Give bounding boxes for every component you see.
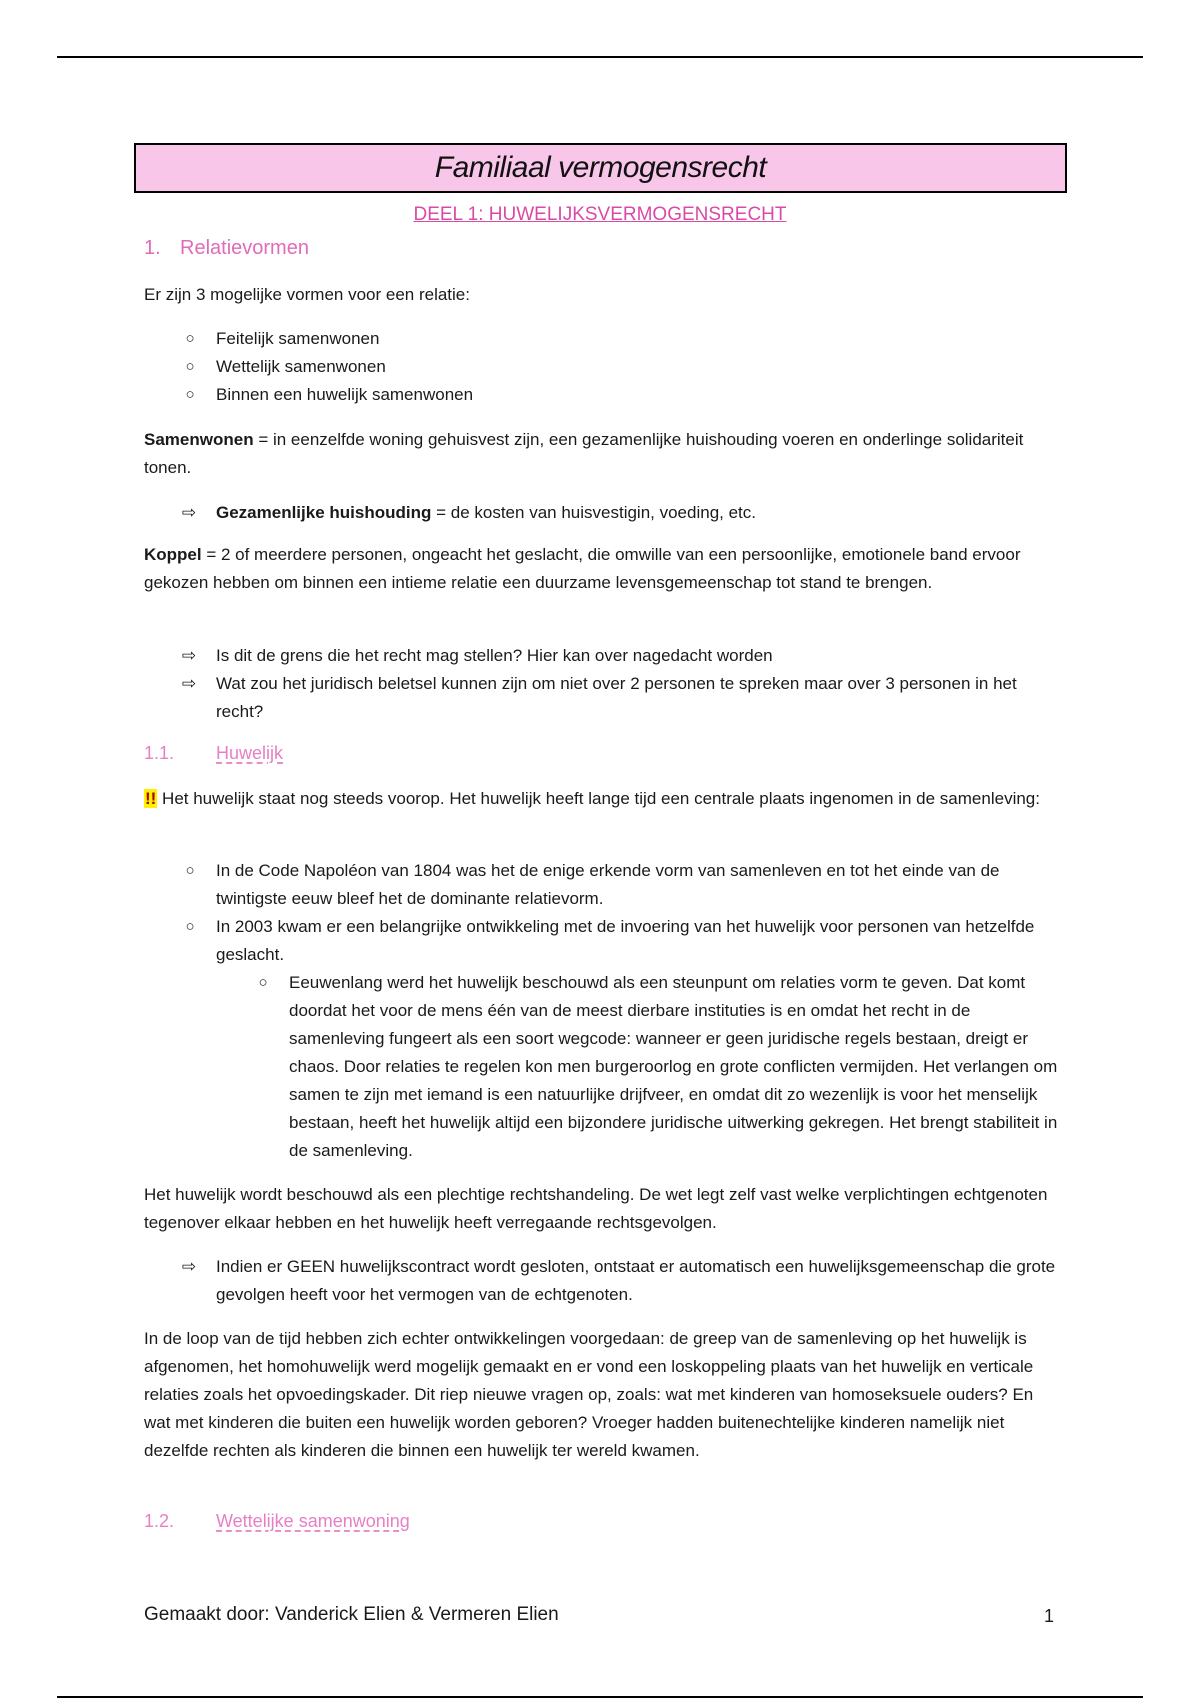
koppel-definition: Koppel = 2 of meerdere personen, ongeacht het geslacht, die omwille van een persoonlijke, emotionele band ervoor gekozen hebben om binnen een intieme relatie een duurzame levensgemeenschap tot stand te brengen.	[144, 545, 1021, 592]
circle-bullet-icon: ○	[185, 386, 195, 403]
part-title: DEEL 1: HUWELIJKSVERMOGENSRECHT	[413, 204, 787, 225]
huwelijk-intro: !! Het huwelijk staat nog steeds voorop. Het huwelijk heeft lange tijd een centrale plaats ingenomen in de samenleving:	[145, 789, 1040, 808]
ontwikkelingen-paragraph: In de loop van de tijd hebben zich echter ontwikkelingen voorgedaan: de greep van de samenleving op het huwelijk is afgenomen, het homohuwelijk werd mogelijk gemaakt en er vond een loskoppeling plaats van het huwelijk en verticale relaties zoals het opvoedingskader. Dit riep nieuwe vragen op, zoals: wat met kinderen van homoseksuele ouders? En wat met kinderen die buiten een huwelijk worden geboren? Vroeger hadden buitenechtelijke kinderen namelijk niet dezelfde rechten als kinderen die binnen een huwelijk ter wereld kwamen.	[144, 1329, 1034, 1460]
contract-list	[144, 1253, 1064, 1309]
list-item: ○ In 2003 kwam er een belangrijke ontwikkeling met de invoering van het huwelijk voor personen van hetzelfde geslacht.	[144, 913, 1064, 969]
koppel-term: Koppel	[144, 545, 202, 564]
list-item: ⇨ Gezamenlijke huishouding = de kosten van huisvestigin, voeding, etc.	[144, 499, 1064, 527]
arrow-bullet-icon: ⇨	[181, 503, 197, 522]
relation-forms-list	[144, 325, 1064, 409]
circle-bullet-icon: ○	[258, 974, 268, 991]
list-item: ○ Binnen een huwelijk samenwonen	[144, 381, 1064, 409]
samenwonen-term: Samenwonen	[144, 430, 254, 449]
list-item: ○ Eeuwenlang werd het huwelijk beschouwd als een steunpunt om relaties vorm te geven. Dat komt doordat het voor de mens één van de meest dierbare instituties is en omdat het recht in de samenleving fungeert als een soort wegcode: wanneer er geen juridische regels bestaan, dreigt er chaos. Door relaties te regelen kon men burgeroorlog en grote conflicten vermijden. Het verlangen om samen te zijn met iemand is een natuurlijke drijfveer, en omdat dit zo wezenlijk is voor het menselijk bestaan, heeft het huwelijk altijd een bijzondere juridische uitwerking gekregen. Het brengt stabiliteit in de samenleving.	[144, 969, 1064, 1165]
section-1-1-title: Huwelijk	[216, 743, 284, 763]
huwelijk-points-list	[144, 857, 1064, 969]
list-item: ⇨ Is dit de grens die het recht mag stellen? Hier kan over nagedacht worden	[144, 642, 1064, 670]
list-item: ⇨ Wat zou het juridisch beletsel kunnen zijn om niet over 2 personen te spreken maar over 3 personen in het recht?	[144, 670, 1064, 726]
section-1-1-number: 1.1.	[144, 743, 175, 763]
bottom-rule	[57, 1696, 1143, 1698]
koppel-points-list	[144, 642, 1064, 726]
section-1-2-heading	[144, 1511, 410, 1532]
section-1-number: 1.	[144, 237, 161, 259]
section-1-2-number: 1.2.	[144, 1511, 175, 1531]
huishouding-list	[144, 499, 1064, 527]
document-title: Familiaal vermogensrecht	[434, 151, 767, 184]
list-item: ○ Feitelijk samenwonen	[144, 325, 1064, 353]
arrow-bullet-icon: ⇨	[181, 646, 197, 665]
footer-authors: Gemaakt door: Vanderick Elien & Vermeren Elien	[144, 1604, 559, 1625]
section-1-title: Relatievormen	[180, 237, 309, 259]
intro-paragraph: Er zijn 3 mogelijke vormen voor een relatie:	[144, 285, 470, 304]
circle-bullet-icon: ○	[185, 862, 195, 879]
samenwonen-definition: Samenwonen = in eenzelfde woning gehuisvest zijn, een gezamenlijke huishouding voeren en onderlinge solidariteit tonen.	[144, 430, 1024, 477]
circle-bullet-icon: ○	[185, 918, 195, 935]
circle-bullet-icon: ○	[185, 330, 195, 347]
section-1-1-heading	[144, 743, 283, 764]
section-1-heading	[144, 237, 309, 260]
huishouding-term: Gezamenlijke huishouding	[216, 503, 432, 522]
document-title-box	[134, 143, 1067, 193]
list-item: ○ In de Code Napoléon van 1804 was het de enige erkende vorm van samenleven en tot het einde van de twintigste eeuw bleef het de dominante relatievorm.	[144, 857, 1064, 913]
arrow-bullet-icon: ⇨	[181, 1257, 197, 1276]
arrow-bullet-icon: ⇨	[181, 674, 197, 693]
circle-bullet-icon: ○	[185, 358, 195, 375]
section-1-2-title: Wettelijke samenwoning	[216, 1511, 410, 1531]
page-number: 1	[1044, 1606, 1055, 1626]
list-item: ⇨ Indien er GEEN huwelijkscontract wordt gesloten, ontstaat er automatisch een huwelijksgemeenschap die grote gevolgen heeft voor het vermogen van de echtgenoten.	[144, 1253, 1064, 1309]
top-rule	[57, 56, 1143, 58]
plechtig-paragraph: Het huwelijk wordt beschouwd als een plechtige rechtshandeling. De wet legt zelf vast welke verplichtingen echtgenoten tegenover elkaar hebben en het huwelijk heeft verregaande rechtsgevolgen.	[144, 1185, 1048, 1232]
attention-mark-icon: !!	[145, 789, 157, 808]
list-item: ○ Wettelijk samenwonen	[144, 353, 1064, 381]
huwelijk-nested-list	[144, 969, 1064, 1165]
